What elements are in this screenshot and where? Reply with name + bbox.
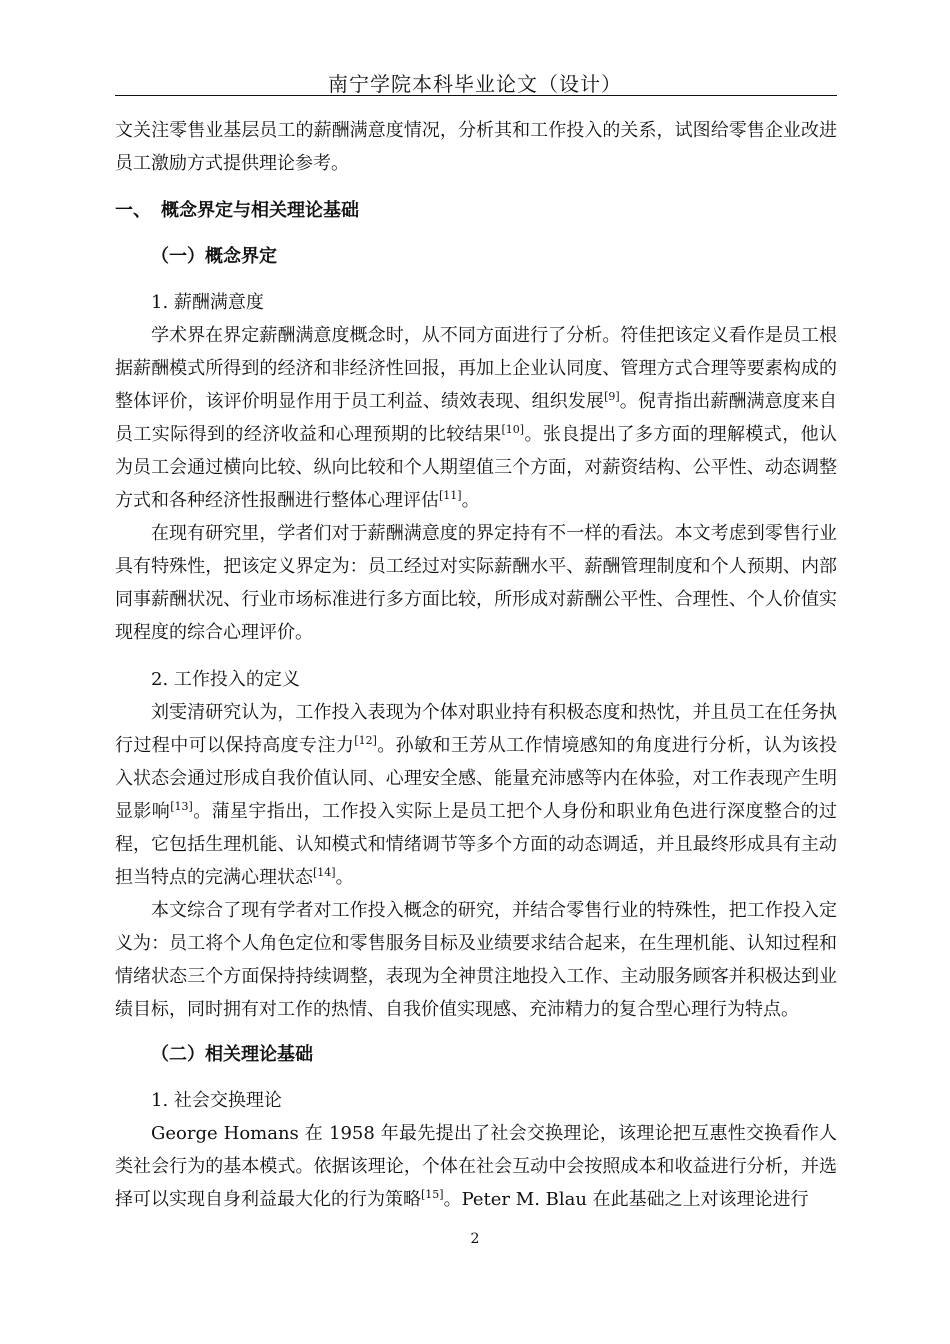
citation-9: [9] <box>604 390 620 403</box>
page-body <box>115 114 837 1216</box>
text-run: 。孙敏和王芳从工作情境感知的角度进行分析，认为该投入状态会通过形成自我价值认同、心理安全感、能量充沛感等内在体验，对工作表现产生明显影响 <box>115 735 838 822</box>
text-run: 学术界在界定薪酬满意度概念时，从不同方面进行了分析。符佳把该定义看作是员工根据薪酬模式所得到的经济和非经济性回报，再加上企业认同度、管理方式合理等要素构成的整体评价，该评价明显作用于员工利益、绩效表现、组织发展 <box>115 325 837 412</box>
citation-13: [13] <box>170 800 193 813</box>
section-title: 概念界定与相关理论基础 <box>161 200 359 221</box>
running-header-title: 南宁学院本科毕业论文（设计） <box>328 72 622 96</box>
citation-10: [10] <box>501 423 525 436</box>
text-run: 刘雯清研究认为，工作投入表现为个体对职业持有积极态度和热忱，并且员工在任务执行过程中可以保持高度专注力 <box>115 702 837 756</box>
citation-12: [12] <box>354 734 377 747</box>
text-run: 。 <box>461 490 480 511</box>
subsection-heading-concepts: （一）概念界定 <box>151 246 277 267</box>
text-run: 。张良提出了多方面的理解模式，他认为员工会通过横向比较、纵向比较和个人期望值三个方面，对薪资结构、公平性、动态调整方式和各种经济性报酬进行整体心理评估 <box>115 424 837 511</box>
text-run: 。Peter M. Blau 在此基础之上对该理论进行 <box>443 1189 809 1210</box>
text-run: 。倪青指出薪酬满意度来自员工实际得到的经济收益和心理预期的比较结果 <box>115 391 838 445</box>
text-run: George Homans 在 1958 年最先提出了社会交换理论，该理论把互惠性交换看作人类社会行为的基本模式。依据该理论，个体在社会互动中会按照成本和收益进行分析，并选择可以实现自身利益最大化的行为策略 <box>115 1123 837 1210</box>
citation-14: [14] <box>313 866 336 879</box>
item-heading-social-exchange: 1. 社会交换理论 <box>151 1090 282 1111</box>
citation-11: [11] <box>439 489 462 502</box>
paragraph-work-engagement-definition: 本文综合了现有学者对工作投入概念的研究，并结合零售行业的特殊性，把工作投入定义为：员工将个人角色定位和零售服务目标及业绩要求结合起来，在生理机能、认知过程和情绪状态三个方面保持持续调整，表现为全神贯注地投入工作、主动服务顾客并积极达到业绩目标，同时拥有对工作的热情、自我价值实现感、充沛精力的复合型心理行为特点。 <box>115 900 837 1020</box>
header-rule <box>115 95 837 96</box>
page-number: 2 <box>470 1231 480 1247</box>
item-heading-work-engagement: 2. 工作投入的定义 <box>151 669 300 690</box>
paragraph-salary-satisfaction-definition: 在现有研究里，学者们对于薪酬满意度的界定持有不一样的看法。本文考虑到零售行业具有特殊性，把该定义界定为：员工经过对实际薪酬水平、薪酬管理制度和个人预期、内部同事薪酬状况、行业市场标准进行多方面比较，所形成对薪酬公平性、合理性、个人价值实现程度的综合心理评价。 <box>115 523 837 643</box>
text-run: 。 <box>335 867 354 888</box>
text-run: 。蒲星宇指出，工作投入实际上是员工把个人身份和职业角色进行深度整合的过程，它包括生理机能、认知模式和情绪调节等多个方面的动态调适，并且最终形成具有主动担当特点的完满心理状态 <box>115 801 837 888</box>
citation-15: [15] <box>421 1188 444 1201</box>
paragraph-work-engagement-review <box>115 696 837 894</box>
paragraph-continued: 文关注零售业基层员工的薪酬满意度情况，分析其和工作投入的关系，试图给零售企业改进员工激励方式提供理论参考。 <box>115 120 837 174</box>
section-number: 一、 <box>115 200 151 221</box>
paragraph-social-exchange <box>115 1117 837 1216</box>
section-heading-1 <box>115 196 837 226</box>
item-heading-salary-satisfaction: 1. 薪酬满意度 <box>151 292 264 313</box>
subsection-heading-theory: （二）相关理论基础 <box>151 1044 313 1065</box>
paragraph-salary-satisfaction-review <box>115 319 837 517</box>
